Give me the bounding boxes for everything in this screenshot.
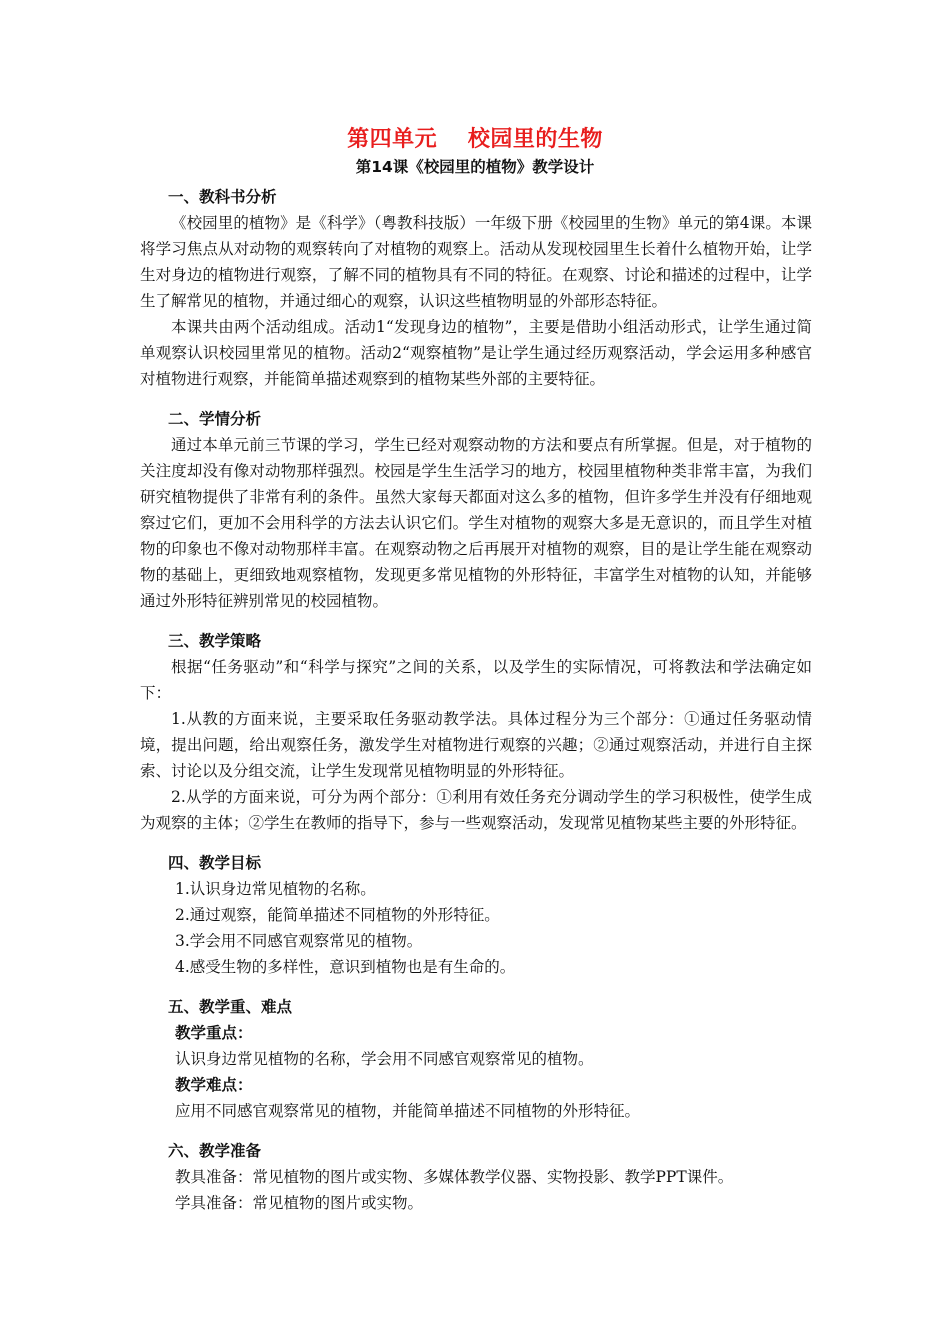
document-body: [140, 184, 812, 1230]
key-point-label: 教学重点：: [175, 1024, 253, 1042]
paragraph: 根据“任务驱动”和“科学与探究”之间的关系，以及学生的实际情况，可将教法和学法确定如下：: [140, 658, 812, 702]
section-heading: 五、教学重、难点: [168, 998, 293, 1016]
paragraph: 《校园里的植物》是《科学》（粤教科技版）一年级下册《校园里的生物》单元的第4课。本课将学习焦点从对动物的观察转向了对植物的观察上。活动从发现校园里生长着什么植物开始，让学生对身边的植物进行观察，了解不同的植物具有不同的特征。在观察、讨论和描述的过程中，让学生了解常见的植物，并通过细心的观察，认识这些植物明显的外部形态特征。: [140, 214, 812, 310]
paragraph: 1.从教的方面来说，主要采取任务驱动教学法。具体过程分为三个部分：①通过任务驱动情境，提出问题，给出观察任务，激发学生对植物进行观察的兴趣；②通过观察活动，并进行自主探索、讨论以及分组交流，让学生发现常见植物明显的外形特征。: [140, 710, 812, 780]
section-key-points: [140, 994, 812, 1124]
section-heading: 四、教学目标: [168, 854, 262, 872]
list-item: 学具准备：常见植物的图片或实物。: [175, 1194, 424, 1212]
list-item: 2.通过观察，能简单描述不同植物的外形特征。: [175, 906, 500, 924]
unit-title: 第四单元 校园里的生物: [347, 127, 603, 152]
section-teaching-strategy: [140, 628, 812, 836]
paragraph: 通过本单元前三节课的学习，学生已经对观察动物的方法和要点有所掌握。但是，对于植物的关注度却没有像对动物那样强烈。校园是学生生活学习的地方，校园里植物种类非常丰富，为我们研究植物提供了非常有利的条件。虽然大家每天都面对这么多的植物，但许多学生并没有仔细地观察过它们，更加不会用科学的方法去认识它们。学生对植物的观察大多是无意识的，而且学生对植物的印象也不像对动物那样丰富。在观察动物之后再展开对植物的观察，目的是让学生能在观察动物的基础上，更细致地观察植物，发现更多常见植物的外形特征，丰富学生对植物的认知，并能够通过外形特征辨别常见的校园植物。: [140, 436, 812, 610]
section-heading: 六、教学准备: [168, 1142, 262, 1160]
paragraph: 2.从学的方面来说，可分为两个部分：①利用有效任务充分调动学生的学习积极性，使学生成为观察的主体；②学生在教师的指导下，参与一些观察活动，发现常见植物某些主要的外形特征。: [140, 788, 812, 832]
section-heading: 二、学情分析: [168, 410, 262, 428]
section-heading: 一、教科书分析: [168, 188, 277, 206]
list-item: 1.认识身边常见植物的名称。: [175, 880, 376, 898]
list-item: 3.学会用不同感官观察常见的植物。: [175, 932, 423, 950]
section-student-analysis: [140, 406, 812, 614]
section-textbook-analysis: [140, 184, 812, 392]
section-heading: 三、教学策略: [168, 632, 262, 650]
section-teaching-goals: [140, 850, 812, 980]
section-preparation: [140, 1138, 812, 1216]
lesson-title: 第14课《校园里的植物》教学设计: [355, 158, 595, 176]
key-point-text: 认识身边常见植物的名称，学会用不同感官观察常见的植物。: [175, 1050, 594, 1068]
list-item: 教具准备：常见植物的图片或实物、多媒体教学仪器、实物投影、教学PPT课件。: [175, 1168, 734, 1186]
difficult-point-label: 教学难点：: [175, 1076, 253, 1094]
paragraph: 本课共由两个活动组成。活动1“发现身边的植物”，主要是借助小组活动形式，让学生通过简单观察认识校园里常见的植物。活动2“观察植物”是让学生通过经历观察活动，学会运用多种感官对植物进行观察，并能简单描述观察到的植物某些外部的主要特征。: [140, 318, 812, 388]
difficult-point-text: 应用不同感官观察常见的植物，并能简单描述不同植物的外形特征。: [175, 1102, 641, 1120]
list-item: 4.感受生物的多样性，意识到植物也是有生命的。: [175, 958, 516, 976]
